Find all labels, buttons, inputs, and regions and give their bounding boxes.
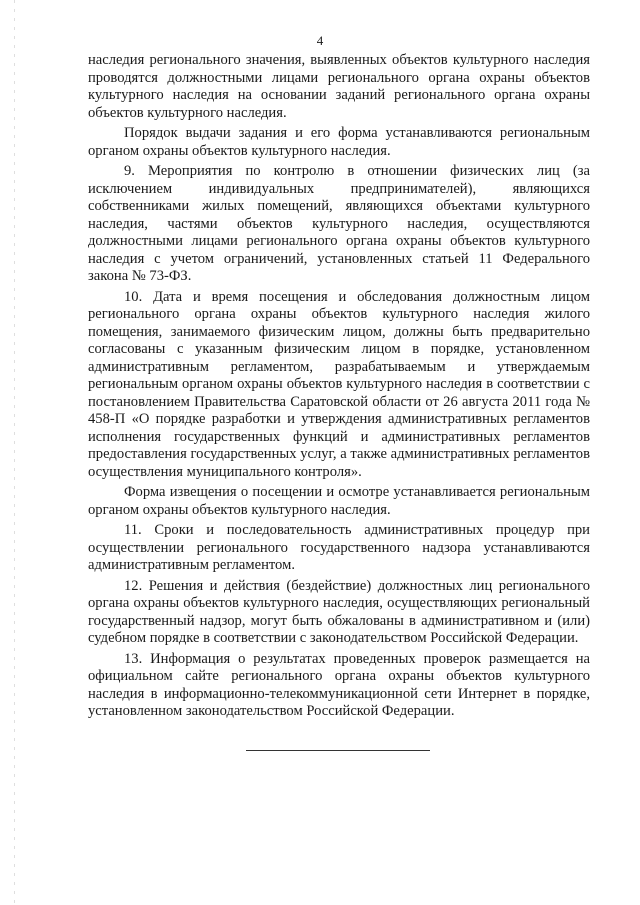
- end-of-document-rule: [246, 750, 430, 751]
- scan-edge-artifact: [14, 0, 15, 905]
- paragraph-task-procedure: Порядок выдачи задания и его форма устанавливаются региональным органом охраны объектов культурного наследия.: [88, 125, 590, 159]
- paragraph-item-12: 12. Решения и действия (бездействие) должностных лиц регионального органа охраны объектов культурного наследия, осуществляющих региональный государственный надзор, могут быть обжалованы в административном и (или) судебном порядке в соответствии с законодательством Российской Федерации.: [88, 577, 590, 646]
- document-body: [88, 52, 590, 724]
- paragraph-notice-form: Форма извещения о посещении и осмотре устанавливается региональным органом охраны объектов культурного наследия.: [88, 484, 590, 518]
- paragraph-item-13: 13. Информация о результатах проведенных проверок размещается на официальном сайте регионального органа охраны объектов культурного наследия в информационно-телекоммуникационной сети Интернет в порядке, установленном законодательством Российской Федерации.: [88, 650, 590, 719]
- page-number: 4: [316, 33, 324, 48]
- paragraph-continuation: наследия регионального значения, выявленных объектов культурного наследия проводятся должностными лицами регионального органа охраны объектов культурного наследия на основании заданий регионального органа охраны объектов культурного наследия.: [88, 52, 590, 121]
- paragraph-item-10: 10. Дата и время посещения и обследования должностным лицом регионального органа охраны объектов культурного наследия жилого помещения, занимаемого физическим лицом, должны быть предварительно согласованы с указанным физическим лицом в порядке, установленном административным регламентом, разрабатываемым и утверждаемым региональным органом охраны объектов культурного наследия в соответствии с постановлением Правительства Саратовской области от 26 августа 2011 года № 458-П «О порядке разработки и утверждения административных регламентов исполнения государственных функций и административных регламентов предоставления государственных услуг, а также административных регламентов осуществления муниципального контроля».: [88, 288, 590, 480]
- paragraph-item-9: 9. Мероприятия по контролю в отношении физических лиц (за исключением индивидуальных предпринимателей), являющихся собственниками жилых помещений, являющихся объектами культурного наследия, частями объектов культурного наследия, осуществляются должностными лицами регионального органа охраны объектов культурного наследия с учетом ограничений, установленных статьей 11 Федерального закона № 73-ФЗ.: [88, 163, 590, 284]
- paragraph-item-11: 11. Сроки и последовательность административных процедур при осуществлении регионального государственного надзора устанавливаются административным регламентом.: [88, 522, 590, 573]
